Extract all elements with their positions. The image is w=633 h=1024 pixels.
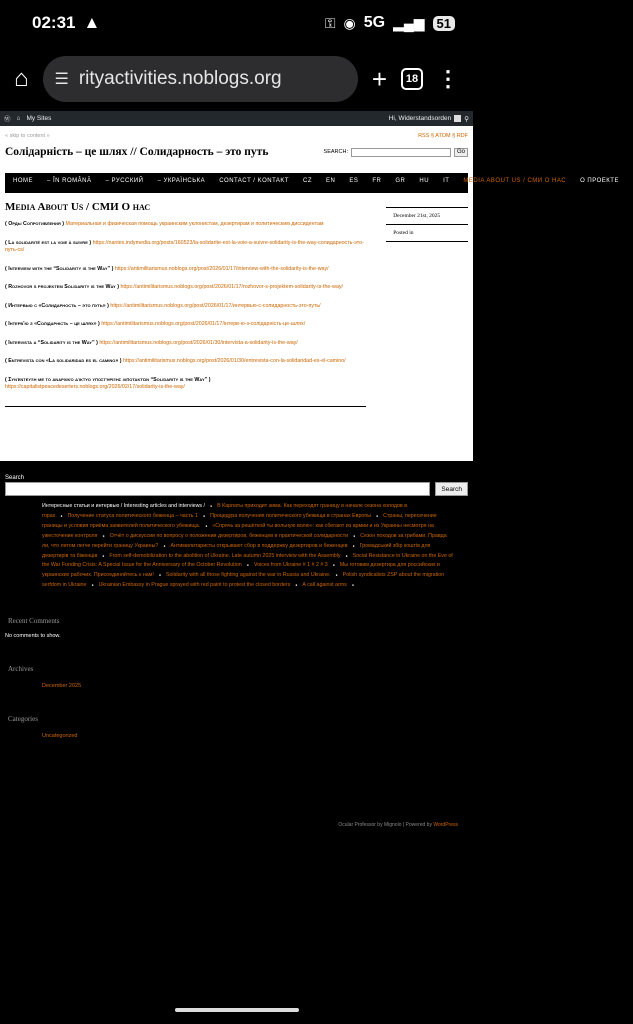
bullet-icon: ● (295, 583, 298, 588)
item-label: ( Орды Сопротивления ) (5, 221, 65, 227)
content-area (0, 193, 473, 407)
empty-area (0, 838, 473, 1024)
nav-item[interactable]: ES (349, 178, 359, 184)
item-label: ( Interview with the “Solidarity is the Way” ) (5, 265, 114, 272)
item-link[interactable]: https://antimilitarismus.noblogs.org/post/2026/01/17/rozhovor-s-projektem-solidarity-is-the-way/ (120, 284, 344, 290)
go-button[interactable]: Go (454, 148, 468, 157)
tag-link[interactable]: Антимилитаристы открывают сбор в поддержку дезертиров и беженцев (170, 542, 348, 549)
nav-item[interactable]: IT (443, 178, 450, 184)
nav-item[interactable]: HU (419, 178, 430, 184)
skip-link[interactable]: « skip to content » (5, 133, 50, 139)
clock: 02:31 (32, 13, 76, 32)
item-label: ( Интервью с «Солидарность – это путь» ) (5, 302, 109, 309)
tag-link[interactable]: Отчёт о дискуссии по вопросу о положении дезертиров, беженцев и практической солидарности (109, 532, 349, 539)
list-item (5, 240, 366, 255)
tag-link[interactable]: Сезон походов за грибами. Правда ли, что летом легче перейти границу Украины? (42, 532, 447, 549)
bullet-icon: ● (332, 563, 335, 568)
home-icon[interactable]: ⌂ (14, 65, 29, 92)
author-link[interactable]: Mignolo (383, 822, 402, 828)
tag-link[interactable]: Интересные статьи и интервью / Interesting articles and interviews / (42, 503, 205, 509)
item-label: ( Entrevista con «La solidaridad es el camino» ) (5, 358, 122, 364)
list-item (5, 321, 366, 329)
tag-link[interactable]: Страны, пересечение границы и условия приёма заявителей политического убежища. (42, 512, 437, 529)
bullet-icon: ● (210, 504, 213, 508)
list-item (5, 284, 366, 292)
admin-bar (0, 111, 473, 126)
post-meta (386, 207, 468, 407)
tag-link[interactable]: Процедура получения политического убежища в странах Европы (210, 512, 372, 519)
list-item (5, 221, 366, 229)
bullet-icon: ● (202, 513, 206, 518)
tag-link[interactable]: Мы готовим дезертира для российских и украинских рабочих. Присоединяйтесь к нам! (42, 562, 440, 579)
network-label: 5G (363, 14, 386, 31)
hotspot-icon: ◉ (343, 14, 356, 31)
nav-item[interactable]: О ПРОЕКТЕ (580, 178, 619, 184)
tag-link[interactable]: Solidarity with all those fighting against the war in Russia and Ukraine. (165, 572, 331, 579)
bullet-icon: ● (345, 553, 348, 558)
my-sites-icon: ⌂ (16, 115, 21, 122)
post-date: December 21st, 2025 (386, 207, 468, 224)
item-link[interactable]: https://nantes.indymedia.org/posts/160523/la-solidarite-est-la-voie-a-suivre-solidarity-is-the-way-солидарность-это-путь-cs/ (5, 239, 364, 253)
bullet-icon: ● (158, 573, 161, 578)
header-search-input[interactable] (351, 148, 451, 157)
item-link[interactable]: https://antimilitarismus.noblogs.org/post/2026/01/17/interview-with-the-solidarity-is-the-way/ (114, 265, 329, 272)
credits-by: by (375, 822, 384, 828)
site-header (0, 139, 473, 165)
tag-link[interactable]: A call against arms (302, 582, 347, 589)
footer-search-button[interactable]: Search (435, 482, 468, 496)
categories-title: Categories (8, 715, 38, 724)
header-search (324, 148, 468, 157)
notification-icon: ▲ (83, 13, 101, 32)
bullet-icon: ● (163, 543, 166, 548)
top-navigation (0, 126, 473, 139)
item-label: ( Συνέντευξη με το αναρχικό δίκτυο υποστήριξης λιποτακτών “Solidarity is the Way” ) (5, 376, 211, 383)
nav-item[interactable]: – ÎN ROMÂNĂ (47, 178, 92, 184)
feed-links[interactable]: RSS § ATOM § RDF (418, 133, 468, 139)
tag-link[interactable]: Polish syndicalists ZSP about the migration serfdom in Ukraine (42, 572, 445, 589)
bullet-icon: ● (91, 583, 94, 588)
tag-link[interactable]: Получение статуса политического беженца – часть 1 (67, 512, 198, 519)
item-link[interactable]: https://antimilitarismus.noblogs.org/post/2026/01/30/intervista-a-solidarity-is-the-way/ (99, 339, 298, 346)
categories-link[interactable]: Uncategorized (42, 733, 78, 740)
list-item (5, 303, 366, 311)
tag-link[interactable]: В Карпаты приходит зима. Как переходят границу в начале сезона холодов в горах (42, 503, 408, 519)
item-label: ( Intervista a “Solidarity is the Way” ) (5, 339, 98, 346)
item-link[interactable]: Материальная и физическая помощь украинским уклонистам, дезертирам и политическим диссидентам (65, 221, 324, 227)
theme-link[interactable]: Ocular Professor (338, 822, 376, 828)
battery-level: 51 (433, 16, 455, 31)
search-icon[interactable]: ⚲ (464, 115, 469, 123)
credits (0, 822, 473, 828)
status-icons (325, 14, 455, 32)
bullet-icon: ● (353, 533, 356, 538)
status-bar (0, 0, 473, 46)
divider (5, 406, 366, 407)
address-bar[interactable] (43, 56, 358, 102)
nav-item[interactable]: CZ (303, 178, 313, 184)
item-link[interactable]: https://capitalistpeacedeserters.noblogs.org/2026/02/17/solidarity-is-the-way/ (5, 384, 185, 390)
media-list (5, 221, 366, 392)
bullet-icon: ● (351, 583, 354, 588)
post (5, 193, 366, 407)
item-link[interactable]: https://antimilitarismus.noblogs.org/post/2026/01/17/інтерв-ю-з-солідарність-це-шлях/ (101, 321, 306, 327)
list-item (5, 340, 366, 348)
bullet-icon: ● (102, 533, 105, 538)
tag-link[interactable]: From self-demobilization to the abolition of Ukraine. Late autumn 2025 interview with the Assembly (109, 552, 341, 559)
post-title: Media About Us / СМИ О нас (5, 201, 151, 213)
tag-link[interactable]: Ukrainian Embassy in Prague sprayed with red paint to protest the closed borders (98, 582, 291, 589)
footer-search-input[interactable] (5, 482, 430, 496)
archives-link[interactable]: December 2025 (42, 683, 82, 690)
web-page (0, 111, 619, 838)
tab-switcher-button[interactable]: 18 (401, 68, 423, 90)
tag-link[interactable]: Social Resistance in Ukraine on the Eve of the War Funding Crisis: A Special Issue for the Anniversary of the October Revolution (42, 552, 453, 569)
list-item (5, 358, 366, 366)
main-navigation (5, 173, 619, 193)
nav-item[interactable]: MEDIA ABOUT US / СМИ О НАС (463, 178, 567, 184)
nav-item[interactable]: – УКРАЇНСЬКА (157, 178, 206, 184)
user-greeting[interactable]: Hi, Widerstandsorden (388, 115, 452, 122)
tag-link[interactable]: Voices from Ukraine # 1 # 2 # 3 (253, 562, 328, 569)
new-tab-icon[interactable]: + (371, 63, 387, 94)
recent-comments-title: Recent Comments (8, 617, 60, 626)
item-label: ( Rozhovor s projektem Solidarity is the Way ) (5, 284, 119, 290)
wordpress-icon[interactable]: Ⓦ (4, 116, 11, 123)
avatar[interactable] (454, 115, 461, 122)
site-title[interactable]: Солідарність – це шлях // Солидарность – это путь (5, 146, 269, 158)
archives-title: Archives (8, 665, 34, 674)
nav-item[interactable]: – РУССКИЙ (105, 178, 144, 184)
tag-link[interactable]: Громадський збір коштів для дезертирів та біженців (42, 542, 431, 559)
bullet-icon: ● (60, 513, 63, 518)
list-item (5, 266, 366, 274)
nav-item[interactable]: GR (395, 178, 406, 184)
footer-search-label: Search (5, 475, 25, 481)
nav-item[interactable]: FR (372, 178, 382, 184)
signal-icon: ▂▄▆ (393, 14, 425, 31)
credits-powered: | Powered by (401, 822, 434, 828)
footer-widgets (0, 461, 473, 838)
tag-cloud (0, 496, 473, 591)
gesture-handle[interactable] (175, 1008, 299, 1012)
item-label: ( La solidarité est la voie à suivre ) (5, 239, 92, 246)
bullet-icon: ● (246, 563, 249, 568)
posted-in: Posted in (386, 224, 468, 242)
nav-item[interactable]: EN (326, 178, 336, 184)
bullet-icon: ● (205, 523, 208, 528)
recent-comments-text: No comments to show. (5, 633, 61, 640)
bullet-icon: ● (376, 513, 379, 518)
bullet-icon: ● (102, 553, 105, 558)
wordpress-link[interactable]: WordPress (433, 822, 458, 828)
site-settings-icon[interactable]: ☰ (54, 71, 69, 88)
item-link[interactable]: https://antimilitarismus.noblogs.org/post/2026/01/17/интервью-с-солидарность-это-путь/ (110, 302, 321, 309)
item-link[interactable]: https://antimilitarismus.noblogs.org/post/2026/01/30/entrevista-con-la-solidaridad-es-el-camino/ (123, 358, 346, 364)
browser-toolbar (0, 46, 473, 112)
bullet-icon: ● (335, 573, 338, 578)
list-item (5, 377, 366, 392)
footer-search (0, 482, 473, 496)
nav-item[interactable]: CONTACT / KONTAKT (219, 178, 290, 184)
nav-item[interactable]: HOME (13, 178, 33, 184)
item-label: ( Інтерв'ю з «Солідарність – це шлях» ) (5, 321, 100, 327)
bullet-icon: ● (352, 543, 355, 548)
my-sites-link[interactable]: My Sites (26, 115, 52, 122)
vpn-key-icon: ⚿ (324, 14, 336, 31)
tag-link[interactable]: «Спрячь за решёткой ты вольную волю»: как сбегают из армии и из Украины несмотря на ужесточение контроля (42, 522, 434, 539)
menu-icon[interactable]: ⋮ (437, 66, 459, 91)
url-text: rityactivities.noblogs.org (78, 68, 282, 89)
search-label: SEARCH: (323, 149, 348, 155)
